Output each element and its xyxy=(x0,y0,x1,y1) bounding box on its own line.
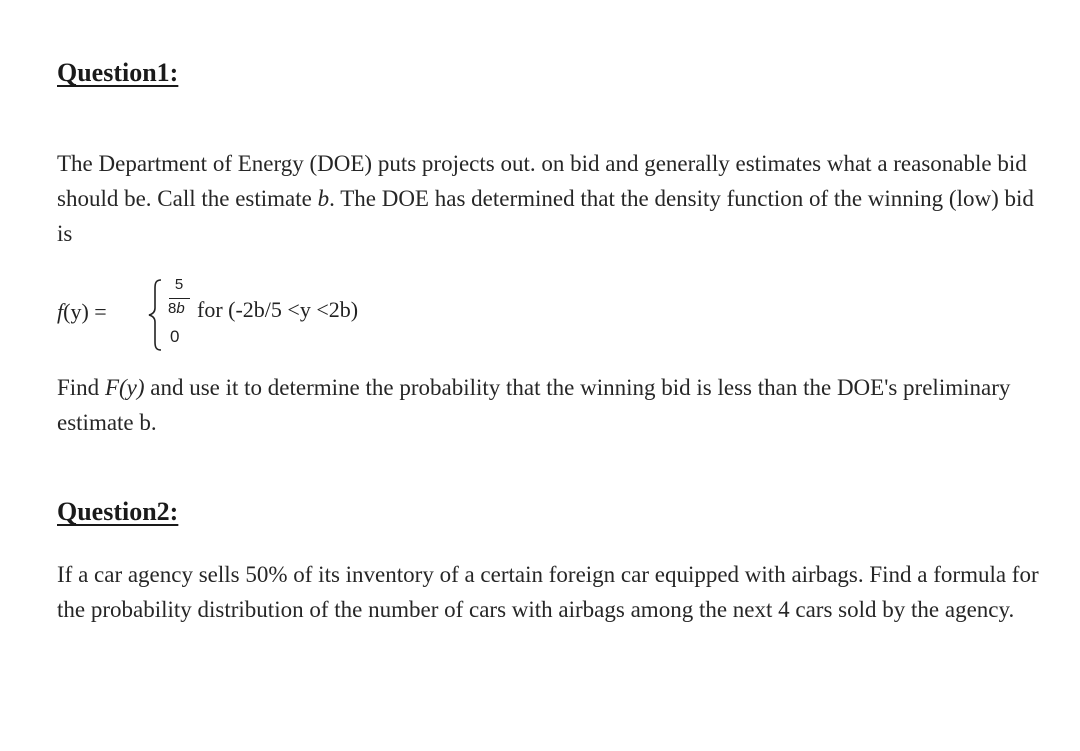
fraction-denominator-number: 8 xyxy=(168,300,177,317)
formula-otherwise-value: 0 xyxy=(170,327,180,346)
question2-heading: Question2: xyxy=(57,497,179,526)
question1-intro-variable: b xyxy=(317,186,330,211)
formula-argument: (y) = xyxy=(63,299,107,324)
question1-task-text-b: and use it to determine the probability that the winning bid is less than the DOE's preliminary estimate b. xyxy=(57,375,1011,435)
fraction-numerator: 5 xyxy=(174,276,184,293)
question2-text: If a car agency sells 50% of its inventory of a certain foreign car equipped with airbags. Find a formula for the probability distribution of the number of cars with airbags among the next 4 cars sold by the agency. xyxy=(57,562,1039,622)
question1-intro-text-b: . The DOE has determined that the density function of the winning (low) bid is xyxy=(57,186,1034,246)
fraction-denominator-variable: b xyxy=(176,300,185,317)
question1-task-variable: F(y) xyxy=(104,375,145,400)
question1-heading: Question1: xyxy=(57,58,179,87)
question1-task-text-a: Find xyxy=(57,375,105,400)
formula-function-name: f xyxy=(57,299,64,324)
question1-intro xyxy=(57,146,1047,251)
density-function-formula xyxy=(57,276,477,354)
question1-intro-text-a: The Department of Energy (DOE) puts projects out. on bid and generally estimates what a reasonable bid should be. Call the estimate xyxy=(57,151,1027,211)
formula-lhs xyxy=(57,299,107,325)
fraction-bar xyxy=(169,298,190,299)
question1-task xyxy=(57,370,1047,440)
curly-brace-icon xyxy=(145,276,165,354)
formula-condition: for (-2b/5 <y <2b) xyxy=(197,297,359,322)
fraction-denominator xyxy=(168,300,185,317)
